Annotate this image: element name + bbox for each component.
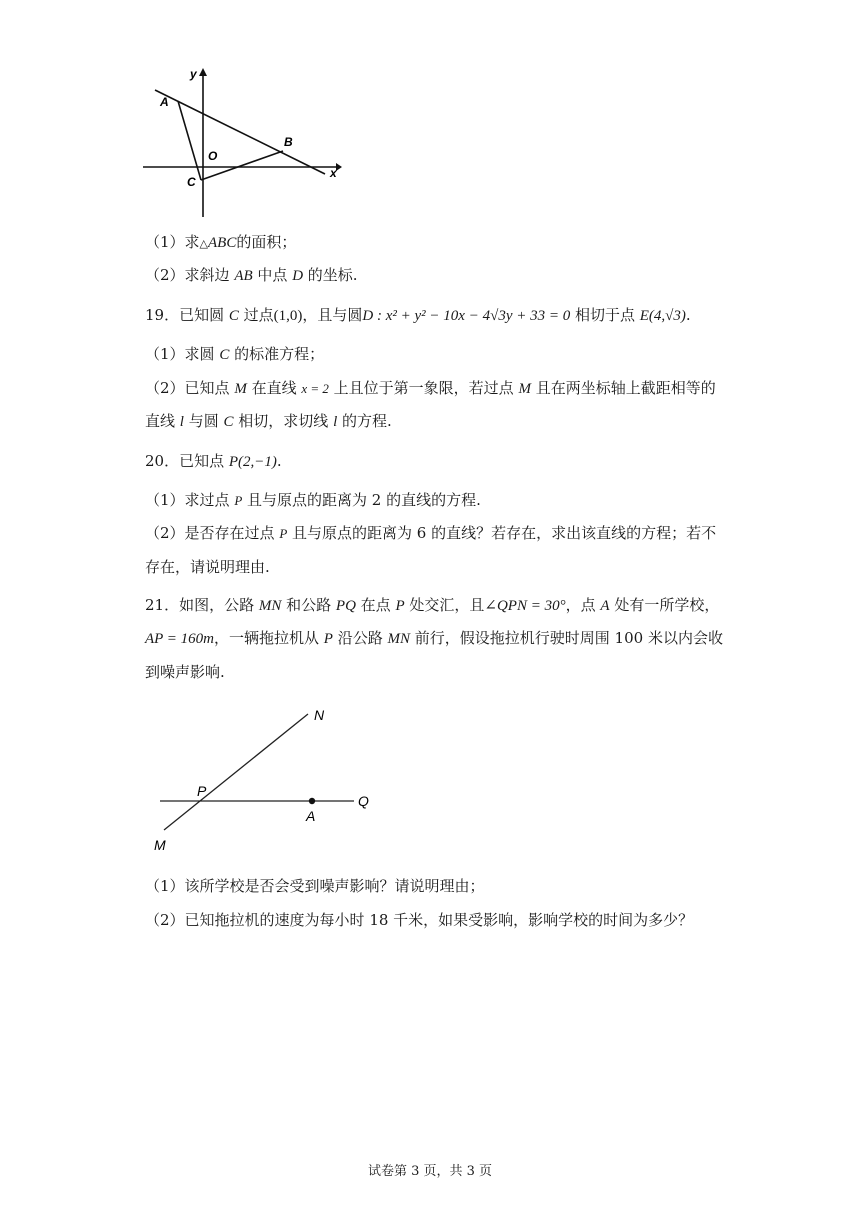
q18-part1: （1）求△ABC的面积； [145,233,297,251]
q19-stem: 19．已知圆 C 过点(1,0)，且与圆D : x² + y² − 10x − 4√3y + 33 = 0 相切于点 E(4,√3). [145,306,691,324]
roads-figure [148,700,388,860]
q21-stem-line1: 21．如图，公路 MN 和公路 PQ 在点 P 处交汇，且∠QPN = 30°，点 A 处有一所学校， [145,596,720,614]
q21-stem-line2: AP = 160m，一辆拖拉机从 P 沿公路 MN 前行，假设拖拉机行驶时周围 100 米以内会收 [145,629,723,647]
q21-part1: （1）该所学校是否会受到噪声影响？请说明理由； [145,877,485,895]
q21-stem-line3: 到噪声影响. [145,663,225,681]
triangle-abc-figure [140,62,360,222]
school-point-a [309,798,315,804]
page-footer: 试卷第 3 页，共 3 页 [367,1164,493,1179]
label-a: A [160,95,169,109]
q18-part2: （2）求斜边 AB 中点 D 的坐标. [145,266,358,284]
line-ac [178,101,201,180]
label-n: N [314,707,325,723]
q19-part2-line2: 直线 l 与圆 C 相切，求切线 l 的方程. [145,412,392,430]
label-o: O [208,149,218,163]
q20-stem: 20．已知点 P(2,−1). [145,452,282,470]
line-ab [155,90,325,174]
road-mn [164,714,308,830]
q19-part2-line1: （2）已知点 M 在直线 x = 2 上且位于第一象限，若过点 M 且在两坐标轴上截距相等的 [145,379,716,397]
label-b: B [284,135,293,149]
label-m: M [154,837,166,853]
q20-part1: （1）求过点 P 且与原点的距离为 2 的直线的方程. [145,491,481,509]
label-a2: A [306,808,316,824]
q21-part2: （2）已知拖拉机的速度为每小时 18 千米，如果受影响，影响学校的时间为多少？ [145,911,694,929]
label-p: P [197,783,207,799]
label-y: y [190,67,197,81]
q19-part1: （1）求圆 C 的标准方程； [145,345,325,363]
q20-part2-line2: 存在，请说明理由. [145,558,270,576]
label-q: Q [358,793,369,809]
label-x: x [330,166,337,180]
label-c: C [187,175,196,189]
q20-part2-line1: （2）是否存在过点 P 且与原点的距离为 6 的直线？若存在，求出该直线的方程；若不 [145,524,717,542]
